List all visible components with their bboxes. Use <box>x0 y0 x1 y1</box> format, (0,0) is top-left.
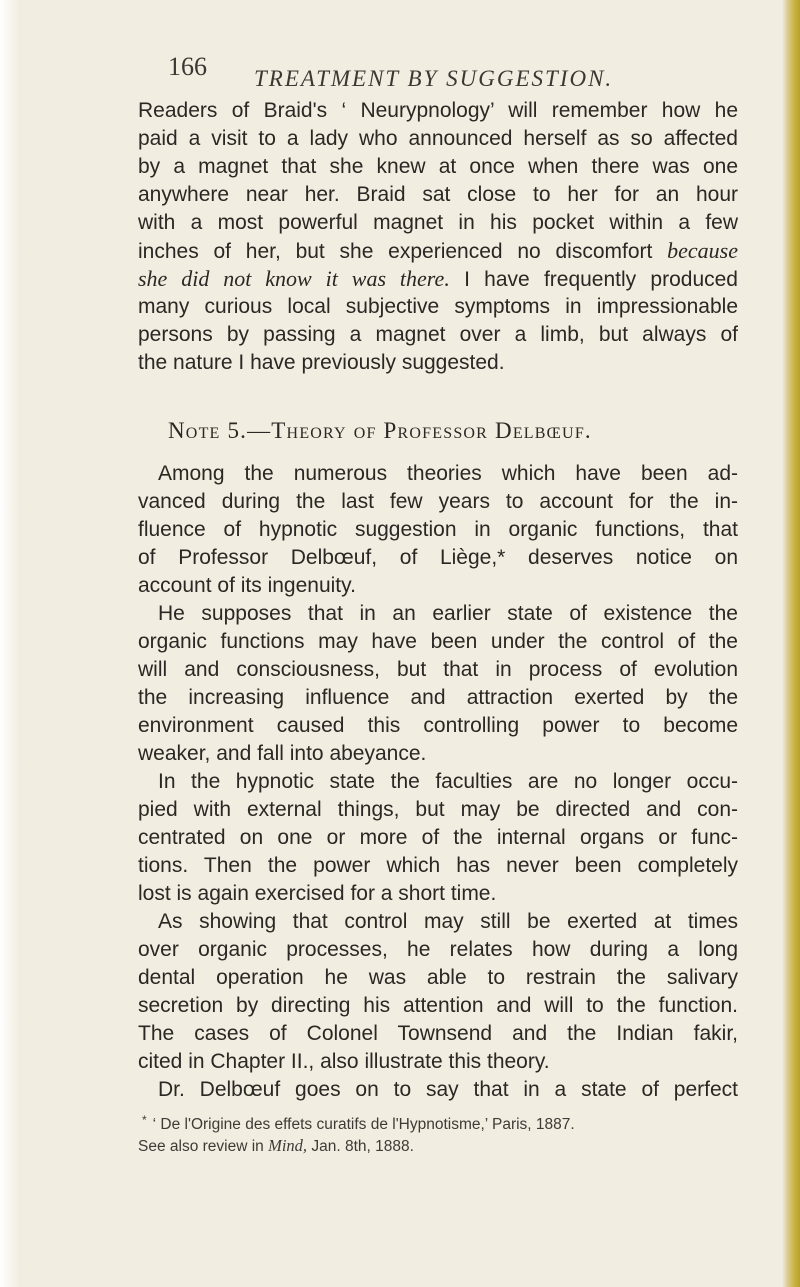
text-line: will and consciousness, but that in process of evolution <box>138 658 738 681</box>
page-number: 166 <box>168 52 207 81</box>
text-line: secretion by directing his attention and will to the function. <box>138 994 738 1017</box>
text-line: the increasing influence and attraction exerted by the <box>138 686 738 709</box>
text-line: many curious local subjective symptoms in impressionable <box>138 295 738 318</box>
paragraph-hypnotic-state <box>138 768 738 908</box>
text-line: organic functions may have been under the control of the <box>138 630 738 653</box>
text-line <box>138 265 738 293</box>
paragraph-among <box>138 460 738 600</box>
text-line: The cases of Colonel Townsend and the Indian fakir, <box>138 1022 738 1045</box>
text-line: As showing that control may still be exerted at times <box>158 910 738 933</box>
page-body <box>138 97 738 1157</box>
paragraph-delboeuf <box>138 1076 738 1104</box>
text-line: of Professor Delbœuf, of Liège,* deserves notice on <box>138 546 738 569</box>
text-line: dental operation he was able to restrain the salivary <box>138 966 738 989</box>
text-line: lost is again exercised for a short time. <box>138 882 497 905</box>
text-line: He supposes that in an earlier state of existence the <box>158 602 738 625</box>
page-edge-right <box>782 0 800 1287</box>
text-line: with a most powerful magnet in his pocket within a few <box>138 211 738 234</box>
page-header <box>168 52 728 94</box>
text-line: vanced during the last few years to account for the in- <box>138 490 738 513</box>
text-line: Dr. Delbœuf goes on to say that in a state of perfect <box>158 1078 738 1101</box>
footnote <box>138 1110 738 1157</box>
footnote-mark: * <box>142 1113 147 1127</box>
text-line: fluence of hypnotic suggestion in organic functions, that <box>138 518 738 541</box>
paragraph-braid <box>138 97 738 377</box>
text-line: account of its ingenuity. <box>138 574 356 597</box>
footnote-line <box>138 1135 738 1157</box>
page-edge-left <box>0 0 22 1287</box>
footnote-text: Jan. 8th, 1888. <box>307 1138 414 1155</box>
footnote-text: See also review in <box>138 1138 269 1155</box>
text-line: over organic processes, he relates how during a long <box>138 938 738 961</box>
paragraph-control <box>138 908 738 1076</box>
text-line: centrated on one or more of the internal organs or func- <box>138 826 738 849</box>
text-line: environment caused this controlling power to become <box>138 714 738 737</box>
text-line: persons by passing a magnet over a limb, but always of <box>138 323 738 346</box>
text-span: inches of her, but she experienced no discomfort <box>138 240 653 263</box>
text-line: Among the numerous theories which have been ad- <box>158 462 738 485</box>
text-line <box>138 237 738 265</box>
text-line: pied with external things, but may be directed and con- <box>138 798 738 821</box>
text-line: paid a visit to a lady who announced herself as so affected <box>138 127 738 150</box>
text-line: Readers of Braid's ‘ Neurypnology’ will remember how he <box>138 99 738 122</box>
footnote-line <box>138 1110 738 1135</box>
text-line: cited in Chapter II., also illustrate this theory. <box>138 1050 550 1073</box>
text-line: by a magnet that she knew at once when there was one <box>138 155 738 178</box>
text-line: the nature I have previously suggested. <box>138 351 505 374</box>
running-head: TREATMENT BY SUGGESTION. <box>254 66 614 91</box>
paragraph-supposes <box>138 600 738 768</box>
italic-text: she did not know it was there. <box>138 266 450 291</box>
text-line: weaker, and fall into abeyance. <box>138 742 427 765</box>
text-line: In the hypnotic state the faculties are no longer occu- <box>158 770 738 793</box>
footnote-text: ‘ De l'Origine des effets curatifs de l'Hypnotisme,’ Paris, 1887. <box>152 1116 575 1133</box>
text-span: I have frequently produced <box>449 268 738 291</box>
footnote-italic: Mind, <box>268 1136 308 1155</box>
italic-text: because <box>667 238 738 263</box>
note-heading: Note 5.—Theory of Professor Delbœuf. <box>168 418 592 443</box>
text-line: tions. Then the power which has never been completely <box>138 854 738 877</box>
text-line: anywhere near her. Braid sat close to her for an hour <box>138 183 738 206</box>
